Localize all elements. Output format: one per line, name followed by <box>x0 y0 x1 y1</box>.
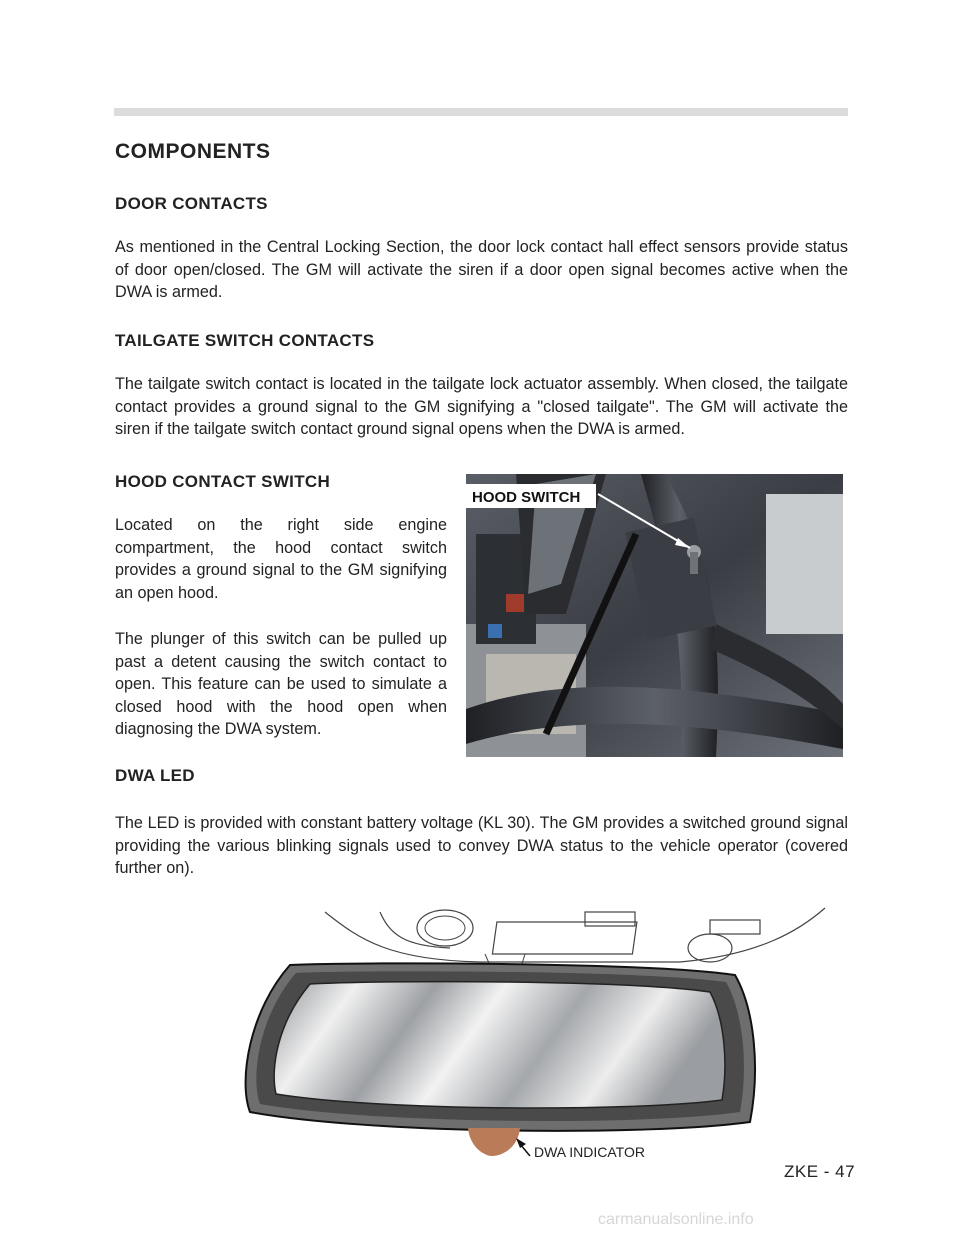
dwa-led-body: The LED is provided with constant battery voltage (KL 30). The GM provides a switched ground signal providing the various blinking signals used to convey DWA status to the vehicle operator (covered further on). <box>115 814 848 877</box>
hood-switch-title: HOOD CONTACT SWITCH <box>115 472 331 491</box>
header-rule <box>114 108 848 116</box>
hood-switch-body-2: The plunger of this switch can be pulled up past a detent causing the switch contact to open. This feature can be used to simulate a closed hood with the hood open when diagnosing the DWA system. <box>115 630 447 738</box>
page-number: ZKE - 47 <box>784 1162 856 1181</box>
hood-switch-body-1: Located on the right side engine compartment, the hood contact switch provides a ground signal to the GM signifying an open hood. <box>115 516 447 602</box>
mirror-diagram <box>230 900 850 1170</box>
tailgate-title: TAILGATE SWITCH CONTACTS <box>115 331 375 350</box>
door-contacts-title: DOOR CONTACTS <box>115 194 268 213</box>
door-contacts-body: As mentioned in the Central Locking Section, the door lock contact hall effect sensors provide status of door open/closed. The GM will activate the siren if a door open signal becomes active when the DWA is armed. <box>115 238 848 301</box>
page-heading: COMPONENTS <box>115 140 271 163</box>
dwa-led-title: DWA LED <box>115 766 195 785</box>
tailgate-body: The tailgate switch contact is located in the tailgate lock actuator assembly. When closed, the tailgate contact provides a ground signal to the GM signifying a "closed tailgate". The GM will activate the siren if the tailgate switch contact ground signal opens when the DWA is armed. <box>115 375 848 438</box>
watermark: carmanualsonline.info <box>598 1211 754 1228</box>
dwa-indicator-label: DWA INDICATOR <box>534 1144 645 1160</box>
hood-switch-photo <box>466 474 843 757</box>
hood-switch-label: HOOD SWITCH <box>472 489 581 506</box>
